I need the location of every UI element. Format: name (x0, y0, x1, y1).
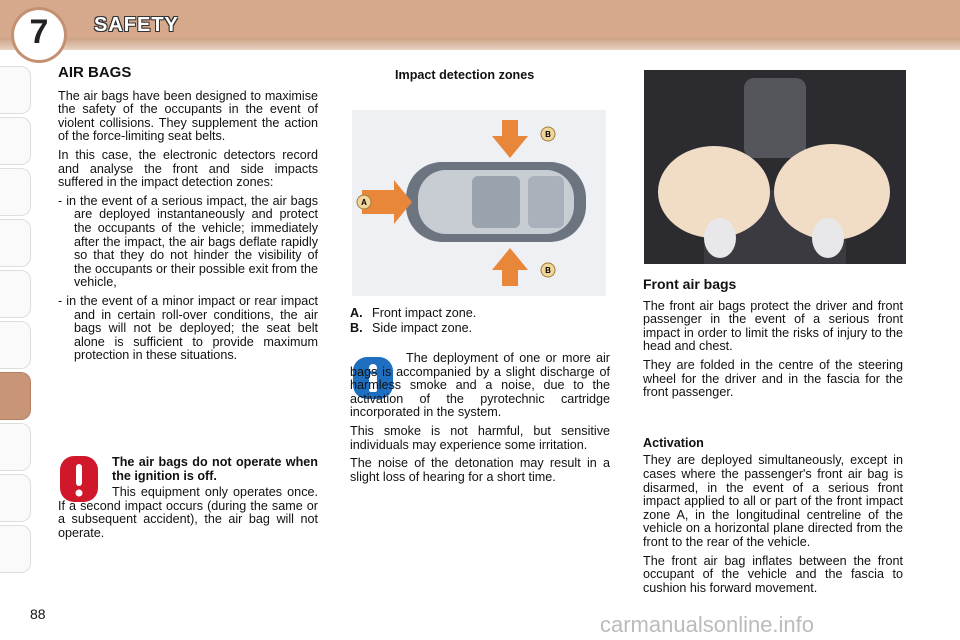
warning-paragraph: This equipment only operates once. If a second impact occurs (during the same or a subsequent accident), the air bag will not operate. (58, 485, 318, 540)
airbag-photo (644, 70, 906, 264)
paragraph: The air bags have been designed to maximise the safety of the occupants in the event of violent collisions. They supplement the action of the force-limiting seat belts. (58, 88, 318, 144)
label-b: B (545, 130, 551, 139)
paragraph: The front air bags protect the driver and front passenger in the event of a serious front impact in order to limit the risks of injury to the head and chest. (643, 298, 903, 354)
chapter-tab[interactable] (0, 525, 31, 573)
label-b: B (545, 266, 551, 275)
chapter-number: 7 (29, 13, 49, 51)
right-column (643, 278, 903, 600)
chapter-tab[interactable] (0, 117, 31, 165)
info-paragraph: This smoke is not harmful, but sensitive individuals may experience some irritation. (350, 423, 610, 452)
legend-item: B. Side impact zone. (350, 321, 473, 335)
chapter-tab[interactable] (0, 321, 31, 369)
chapter-tab[interactable] (0, 270, 31, 318)
paragraph: They are folded in the centre of the steering wheel for the driver and in the fascia for the front passenger. (643, 357, 903, 400)
left-column (58, 66, 318, 368)
legend-item: A. Front impact zone. (350, 306, 477, 320)
chapter-tab[interactable] (0, 423, 31, 471)
warning-bold: The air bags do not operate when the ignition is off. (112, 455, 318, 483)
chapter-tab[interactable] (0, 66, 31, 114)
chapter-tab[interactable] (0, 168, 31, 216)
page-number: 88 (30, 606, 46, 622)
chapter-tab[interactable] (0, 474, 31, 522)
info-paragraph: The deployment of one or more air bags is accompanied by a slight discharge of harmless smoke and a noise, due to the activation of the pyrotechnic cartridge incorporated in the system. (350, 351, 610, 420)
chapter-tab-active[interactable] (0, 372, 31, 420)
header-band (0, 38, 960, 50)
info-text (350, 352, 610, 489)
info-paragraph: The noise of the detonation may result in a slight loss of hearing for a short time. (350, 456, 610, 484)
sub-heading: Activation (643, 435, 704, 450)
chapter-title: SAFETY (94, 14, 179, 36)
figure-legend (350, 306, 476, 336)
car-impact-diagram (352, 110, 606, 296)
chapter-tabs (0, 66, 34, 576)
bullet-item: - in the event of a serious impact, the air bags are deployed instantaneously and protect the occupants of the vehicle; immediately after the impact, the air bags deflate rapidly so that they do not hinder the visibility of the occupants or their possible exit from the vehicle, (58, 193, 318, 290)
figure-title: Impact detection zones (395, 68, 535, 82)
chapter-tab[interactable] (0, 219, 31, 267)
bullet-item: - in the event of a minor impact or rear impact and in certain roll-over conditions, the air bags will not be deployed; the seat belt alone is sufficient to provide maximum protection in these situations. (58, 293, 318, 363)
paragraph: They are deployed simultaneously, except in cases where the passenger's front air bag is disarmed, in the event of a serious front impact applied to all or part of the front impact zone A, in the longitudinal centreline of the vehicle on a horizontal plane directed from the front to the rear of the vehicle. (643, 453, 903, 549)
paragraph: In this case, the electronic detectors record and analyse the front and side impacts suffered in the impact detection zones: (58, 147, 318, 190)
section-heading: Front air bags (643, 276, 737, 292)
warning-text (58, 486, 318, 545)
paragraph: The front air bag inflates between the front occupant of the vehicle and the fascia to cushion his forward movement. (643, 553, 903, 595)
section-heading: AIR BAGS (58, 64, 132, 81)
label-a: A (361, 198, 367, 207)
watermark: carmanualsonline.info (600, 612, 815, 637)
warning-text-top (112, 456, 318, 488)
